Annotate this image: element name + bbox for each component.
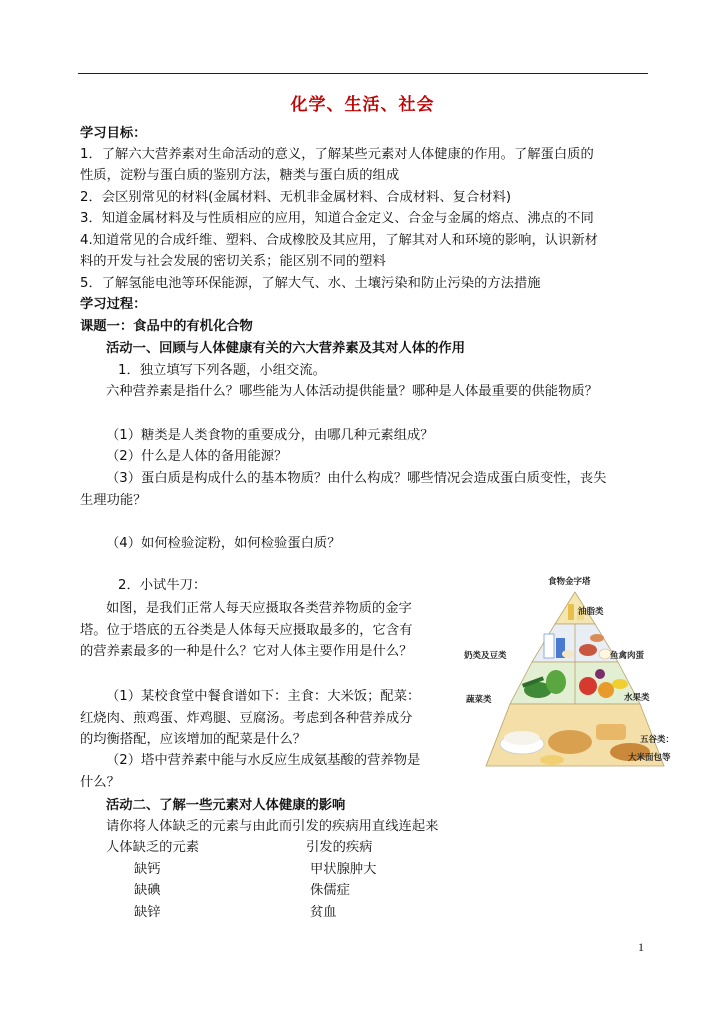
element-item: 缺钙 <box>134 862 161 877</box>
element-item: 缺锌 <box>134 905 161 920</box>
text-line: 如图，是我们正常人每天应摄取各类营养物质的金字 <box>106 601 412 616</box>
text-line: 塔。位于塔底的五谷类是人体每天应摄取最多的，它含有 <box>80 623 413 638</box>
page-number: 1 <box>638 940 644 954</box>
bread-loaf-icon <box>596 724 626 740</box>
cheese-icon <box>562 650 574 658</box>
disease-item: 甲状腺肿大 <box>310 862 377 877</box>
page-title: 化学、生活、社会 <box>290 95 435 115</box>
pyramid-label-fats: 油脂类 <box>578 607 604 617</box>
text-line: 5．了解氢能电池等环保能源，了解大气、水、土壤污染和防止污染的方法措施 <box>80 276 541 291</box>
question-line: （3）蛋白质是构成什么的基本物质？由什么构成？哪些情况会造成蛋白质变性，丧失 <box>106 471 607 486</box>
pyramid-label-meat: 鱼禽肉蛋 <box>610 651 645 661</box>
cabbage-icon <box>546 670 566 694</box>
activity-heading: 活动二、了解一些元素对人体健康的影响 <box>106 798 346 813</box>
question-line: （1）糖类是人类食物的重要成分，由哪几种元素组成？ <box>106 428 434 443</box>
question-line: 六种营养素是指什么？哪些能为人体活动提供能量？哪种是人体最重要的供能物质？ <box>106 384 598 399</box>
meat-icon <box>579 644 597 656</box>
text-line: 性质，淀粉与蛋白质的鉴别方法，糖类与蛋白质的组成 <box>80 168 400 183</box>
question-line: 生理功能？ <box>80 493 147 508</box>
pyramid-label-grain-examples: 大米面包等 <box>628 753 671 763</box>
question-line: （4）如何检验淀粉，如何检验蛋白质？ <box>106 536 341 551</box>
text-line: 3．知道金属材料及与性质相应的应用，知道合金定义、合金与金属的熔点、沸点的不同 <box>80 211 594 226</box>
milk-carton-icon <box>544 634 554 658</box>
fish-icon <box>590 634 604 642</box>
oil-bottle-icon <box>568 604 574 620</box>
table-left-header: 人体缺乏的元素 <box>106 840 200 855</box>
text-line: （1）某校食堂中餐食谱如下：主食：大米饭；配菜： <box>106 689 421 704</box>
grape-icon <box>595 669 605 679</box>
pyramid-label-fruit: 水果类 <box>624 693 650 703</box>
pyramid-label-vegetables: 蔬菜类 <box>466 695 492 705</box>
banana-icon <box>612 679 628 689</box>
element-item: 缺碘 <box>134 883 161 898</box>
header-rule <box>78 73 648 74</box>
text-line: 的营养素最多的一种是什么？它对人体主要作用是什么？ <box>80 644 413 659</box>
activity-heading: 活动一、回顾与人体健康有关的六大营养素及其对人体的作用 <box>106 341 466 356</box>
text-line: 1．独立填写下列各题，小组交流。 <box>118 363 326 378</box>
pyramid-title: 食物金字塔 <box>548 577 591 587</box>
bread-icon <box>548 730 592 754</box>
text-line: 什么？ <box>80 775 120 790</box>
text-line: 料的开发与社会发展的密切关系；能区别不同的塑料 <box>80 254 386 269</box>
disease-item: 贫血 <box>310 905 337 920</box>
food-pyramid-figure <box>460 574 690 780</box>
process-heading: 学习过程： <box>80 297 147 312</box>
text-line: （2）塔中营养素中能与水反应生成氨基酸的营养物是 <box>106 753 421 768</box>
table-right-header: 引发的疾病 <box>306 840 373 855</box>
apple-icon <box>579 677 597 695</box>
text-line: 红烧肉、煎鸡蛋、炸鸡腿、豆腐汤。考虑到各种营养成分 <box>80 711 413 726</box>
text-line: 的均衡搭配，应该增加的配菜是什么？ <box>80 732 307 747</box>
topic-heading: 课题一：食品中的有机化合物 <box>80 319 253 334</box>
objectives-heading: 学习目标： <box>80 126 147 141</box>
disease-item: 侏儒症 <box>310 883 350 898</box>
text-line: 2．小试牛刀： <box>118 578 207 593</box>
question-line: （2）什么是人体的备用能源？ <box>106 449 288 464</box>
rice-icon <box>504 731 540 745</box>
pyramid-label-dairy: 奶类及豆类 <box>464 651 507 661</box>
text-line: 2．会区别常见的材料(金属材料、无机非金属材料、合成材料、复合材料) <box>80 190 512 205</box>
corn-icon <box>540 755 564 765</box>
text-line: 请你将人体缺乏的元素与由此而引发的疾病用直线连起来 <box>106 819 439 834</box>
text-line: 4.知道常见的合成纤维、塑料、合成橡胶及其应用，了解其对人和环境的影响，认识新材 <box>80 233 598 248</box>
pyramid-label-grains: 五谷类： <box>640 735 675 745</box>
text-line: 1．了解六大营养素对生命活动的意义，了解某些元素对人体健康的作用。了解蛋白质的 <box>80 147 594 162</box>
orange-icon <box>598 682 614 698</box>
